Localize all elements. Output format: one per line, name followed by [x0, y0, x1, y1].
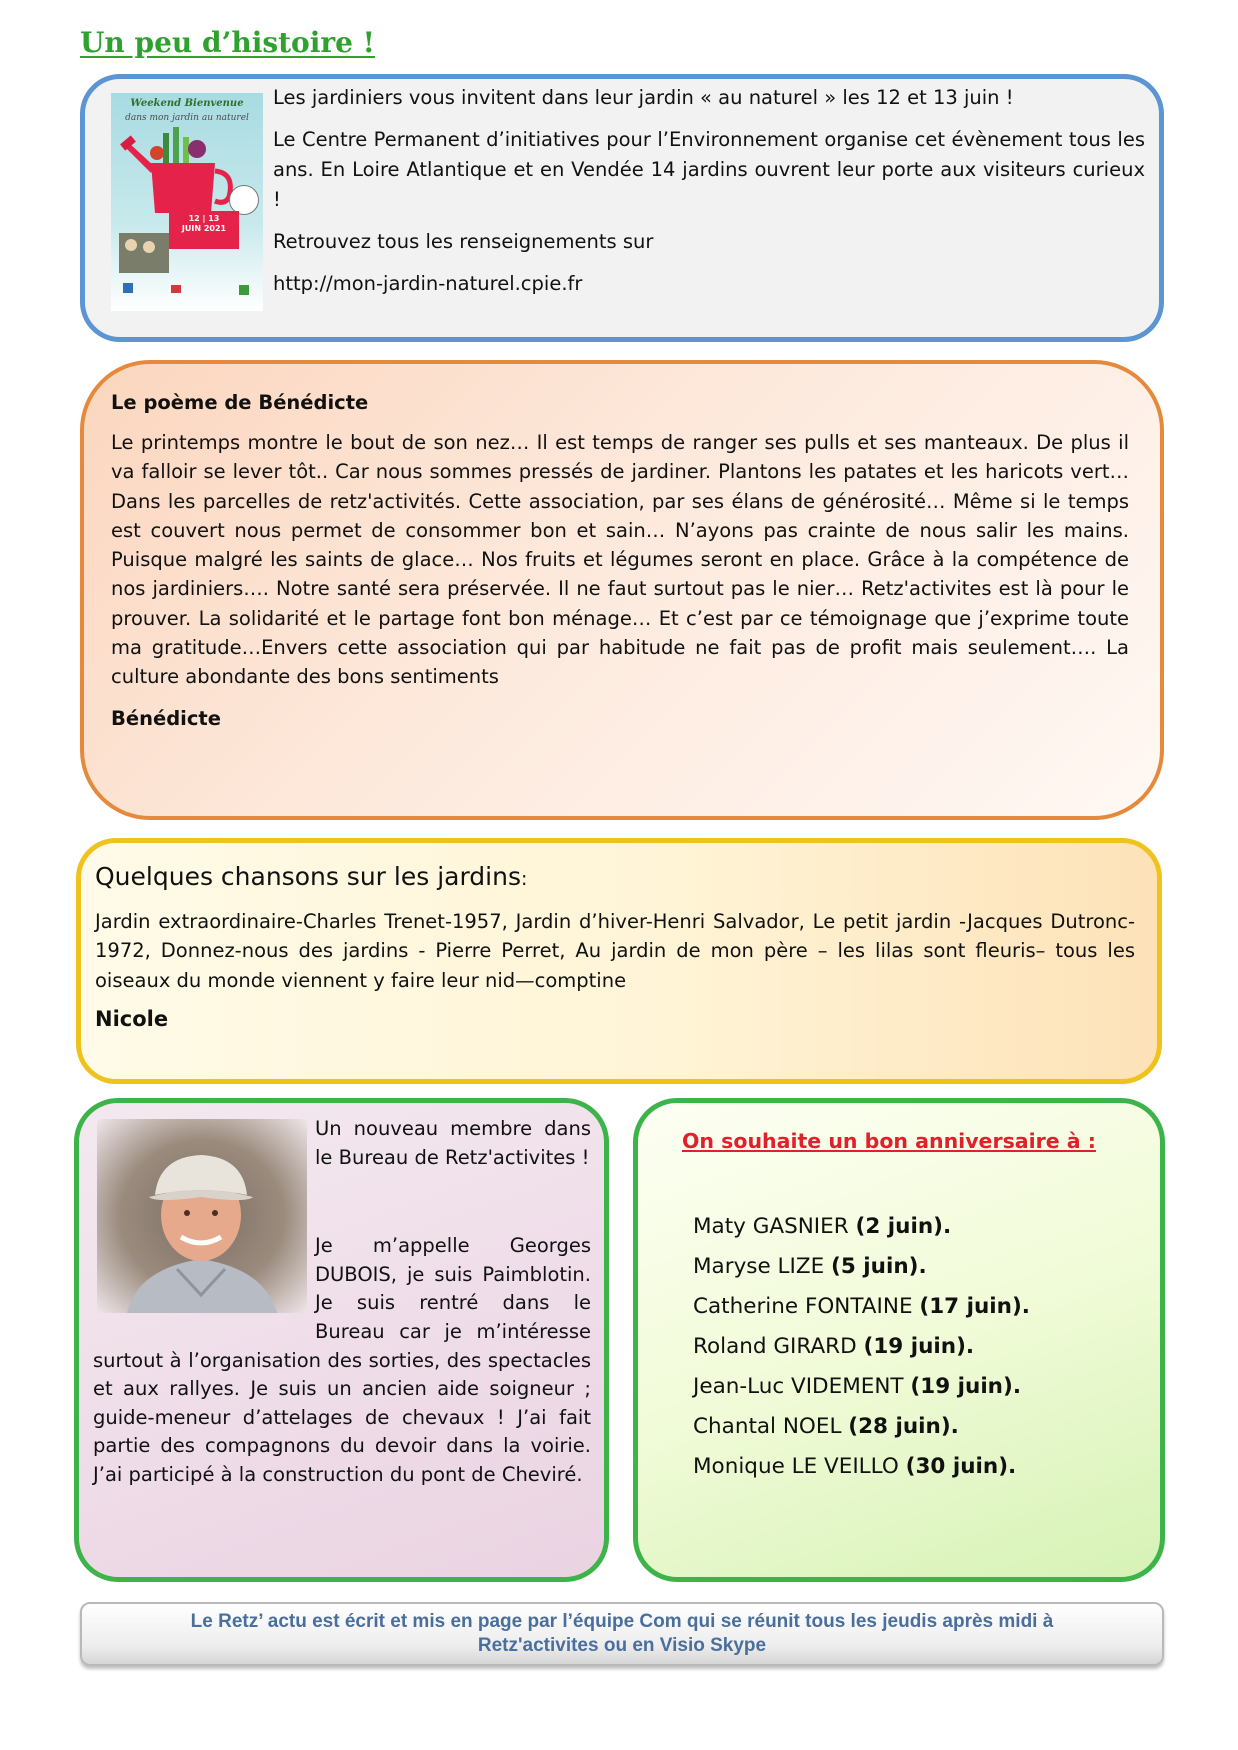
- member-intro: Un nouveau membre dans le Bureau de Retz'activites !: [315, 1117, 591, 1169]
- birthdays-heading: On souhaite un bon anniversaire à :: [682, 1129, 1096, 1153]
- poem-box: [80, 360, 1164, 820]
- event-paragraph-3: Retrouvez tous les renseignements sur: [273, 230, 654, 253]
- poster-dates: 12 | 13 JUIN 2021: [169, 211, 239, 249]
- birthdays-box: [633, 1098, 1165, 1582]
- poster-title: Weekend Bienvenue: [130, 98, 244, 109]
- event-paragraph-2: Le Centre Permanent d’initiatives pour l’Environnement organise cet évènement tous les ans. En Loire Atlantique et en Vendée 14 jardins ouvrent leur porte aux visiteurs curieux !: [273, 128, 1145, 211]
- list-item: Jean-Luc VIDEMENT (19 juin).: [693, 1374, 1021, 1399]
- poem-heading: Le poème de Bénédicte: [111, 391, 369, 414]
- event-box: [80, 74, 1164, 342]
- poem-body: Le printemps montre le bout de son nez… Il est temps de ranger ses pulls et ses manteaux. De plus il va falloir se lever tôt.. Car nous sommes pressés de jardiner. Plantons les patates et les haricots vert… Dans les parcelles de retz'activités. Cette association, par ses élans de générosité… Même si le temps est couvert nous permet de consommer bon et sain… N’ayons pas crainte de nous salir les mains. Puisque malgré les saints de glace… Nos fruits et légumes seront en place. Grâce à la compétence de nos jardiniers…. Notre santé sera préservée. Il ne faut surtout pas le nier… Retz'activites est là pour le prouver. La solidarité et le partage font bon ménage… Et c’est par ce témoignage que j’exprime toute ma gratitude…Envers cette association qui par habitude ne fait pas de profit mais seulement…. La culture abondante des bons sentiments: [111, 431, 1129, 689]
- footer-line-1: Le Retz’ actu est écrit et mis en page par l’équipe Com qui se réunit tous les jeudis après midi à: [190, 1611, 1054, 1632]
- poster-subtitle: dans mon jardin au naturel: [125, 113, 249, 123]
- birthdays-list: [693, 1207, 1030, 1487]
- poem-signature: Bénédicte: [111, 706, 221, 730]
- member-body: Je m’appelle Georges DUBOIS, je suis Paimblotin. Je suis rentré dans le Bureau car je m’intéresse surtout à l’organisation des sorties, des spectacles et aux rallyes. Je suis un ancien aide soigneur ; guide-meneur d’attelages de chevaux ! J’ai fait partie des compagnons du devoir dans la voirie. J’ai participé à la construction du pont de Cheviré.: [93, 1234, 591, 1486]
- songs-body: Jardin extraordinaire-Charles Trenet-1957, Jardin d’hiver-Henri Salvador, Le petit jardin -Jacques Dutronc-1972, Donnez-nous des jardins - Pierre Perret, Au jardin de mon père – les lilas sont fleuris– tous les oiseaux du monde viennent y faire leur nid—comptine: [95, 910, 1135, 992]
- page-title: Un peu d’histoire !: [80, 26, 375, 59]
- list-item: Monique LE VEILLO (30 juin).: [693, 1454, 1017, 1479]
- member-text: [93, 1115, 591, 1490]
- songs-heading: Quelques chansons sur les jardins:: [95, 862, 528, 891]
- songs-box: [76, 838, 1162, 1084]
- list-item: Maty GASNIER (2 juin).: [693, 1214, 952, 1239]
- footer-banner: [80, 1602, 1164, 1666]
- event-link[interactable]: http://mon-jardin-naturel.cpie.fr: [273, 272, 583, 295]
- songs-signature: Nicole: [95, 1006, 169, 1031]
- footer-line-2: Retz'activites ou en Visio Skype: [477, 1635, 767, 1656]
- new-member-box: [74, 1098, 609, 1582]
- list-item: Chantal NOEL (28 juin).: [693, 1414, 959, 1439]
- list-item: Maryse LIZE (5 juin).: [693, 1254, 927, 1279]
- event-paragraph-1: Les jardiniers vous invitent dans leur jardin « au naturel » les 12 et 13 juin !: [273, 86, 1014, 109]
- event-poster: [111, 93, 263, 311]
- list-item: Catherine FONTAINE (17 juin).: [693, 1294, 1030, 1319]
- event-text: [273, 83, 1145, 311]
- list-item: Roland GIRARD (19 juin).: [693, 1334, 975, 1359]
